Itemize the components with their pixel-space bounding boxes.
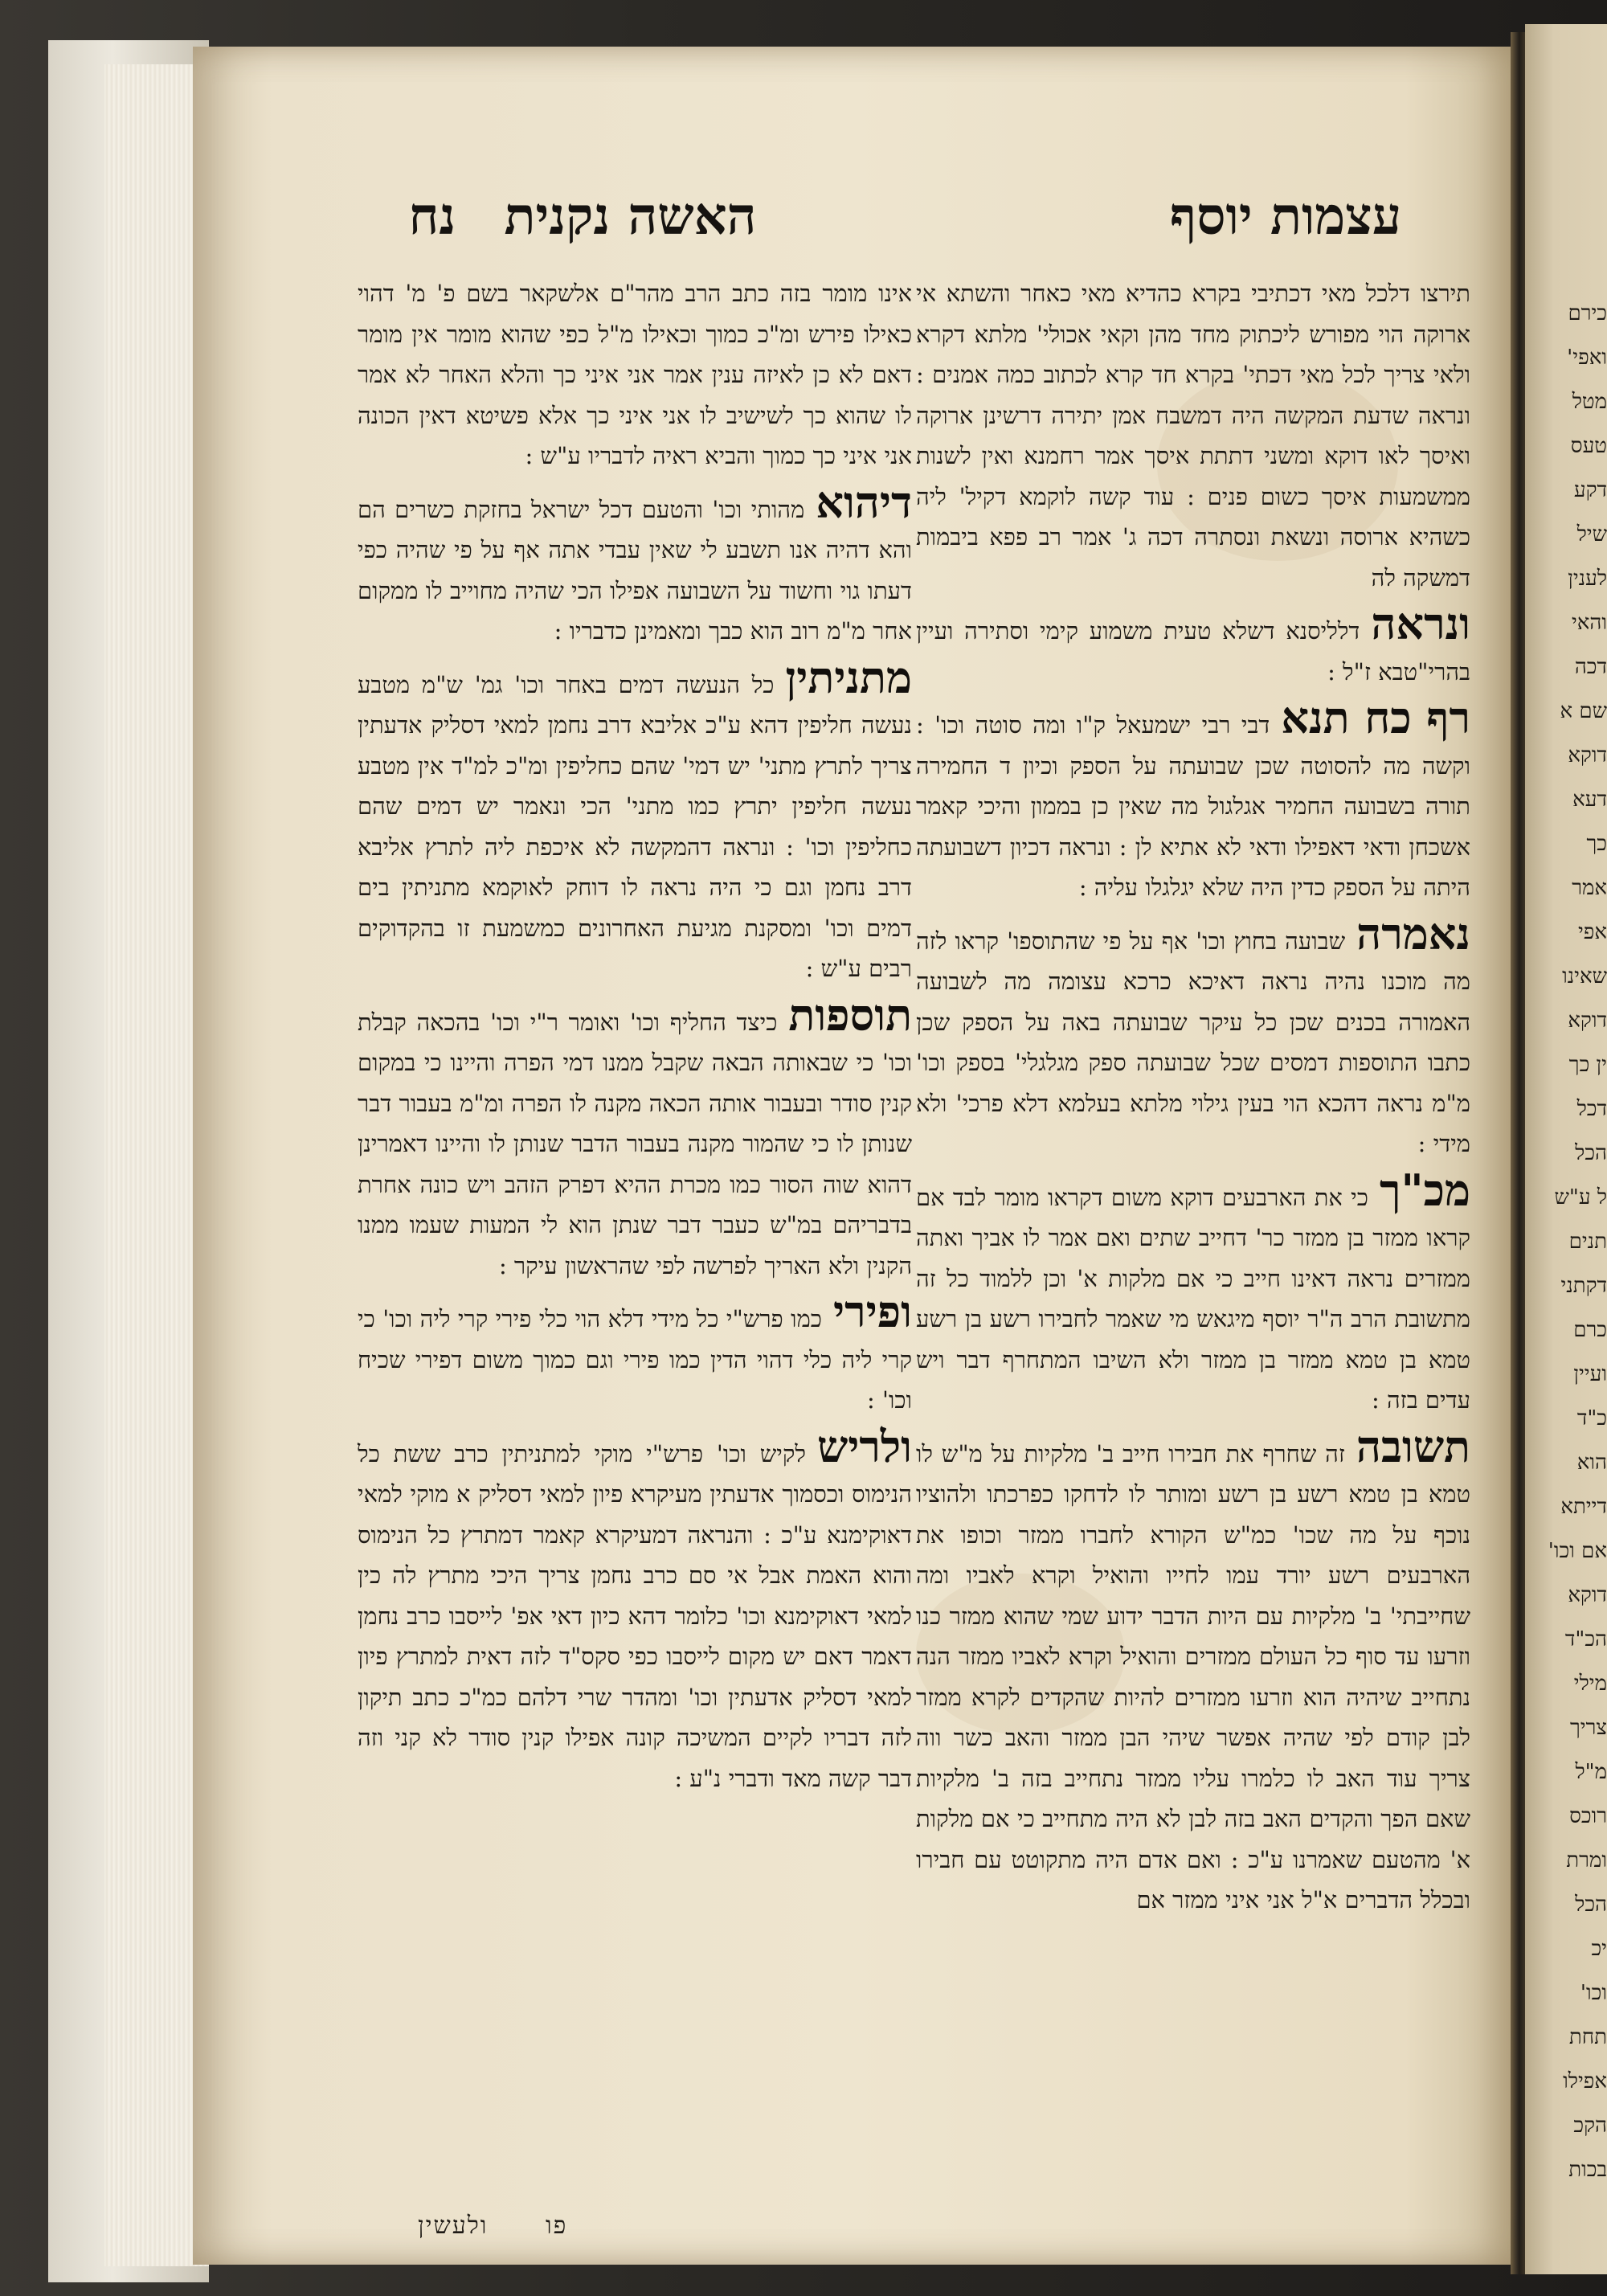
running-head-right bbox=[1077, 186, 1495, 259]
adjacent-page-text-fragment: דעא bbox=[1572, 788, 1607, 812]
adjacent-page-text-fragment: הכ"ד bbox=[1564, 1627, 1607, 1651]
commentary-paragraph bbox=[916, 1420, 1470, 1921]
adjacent-page-text-fragment: והאי bbox=[1571, 611, 1607, 635]
adjacent-page-text-fragment: הקכ bbox=[1573, 2114, 1607, 2138]
commentary-paragraph bbox=[358, 988, 912, 1287]
page-number: נח bbox=[408, 186, 456, 247]
commentary-paragraph bbox=[358, 1420, 912, 1799]
adjacent-page-text-fragment: דוקא bbox=[1568, 1583, 1607, 1607]
adjacent-page-text-fragment: מילי bbox=[1573, 1672, 1607, 1696]
running-head-title: עצמות יוסף bbox=[1169, 186, 1402, 247]
adjacent-page-text-fragment: כרם bbox=[1573, 1318, 1607, 1342]
adjacent-page-text-fragment: דקתני bbox=[1560, 1274, 1607, 1298]
adjacent-page-text-fragment: ועיין bbox=[1573, 1362, 1607, 1386]
adjacent-page-text-fragment: כ"ד bbox=[1576, 1406, 1607, 1430]
adjacent-page-text-fragment: רוכס bbox=[1569, 1804, 1607, 1828]
paragraph-text: כיצד החליף וכו' ואומר ר"י וכו' בהכאה קבלת וכו' כי שבאותה הבאה שקבל ממנו דמי הפרה והיינו כי במקום קנין סודר ובעבור אותה הכאה מקנה לו הפרה ומ"מ בעבור דבר שנותן לו כי שהמור מקנה בעבור הדבר שנותן לו והיינו דאמרינן דהוא שוה הסור כמו מכרת ההיא דפרק הזהב ויש כונה אחרת בדבריהם במ"ש כעבר דבר שנתן הוא לי המעות שעמו ממנו הקנין ולא האריך לפרשה לפי שהראשון עיקר : bbox=[358, 1008, 912, 1279]
adjacent-page-edge bbox=[1525, 24, 1607, 2274]
lemma-heading: תוספות bbox=[788, 988, 912, 1041]
adjacent-page-text-fragment: ואפי' bbox=[1567, 346, 1607, 370]
lemma-heading: תשובה bbox=[1356, 1420, 1470, 1472]
lemma-heading: רף כח תנא bbox=[1281, 692, 1470, 743]
catchword: ולעשין bbox=[418, 2212, 489, 2240]
adjacent-page-text-fragment: אפילו bbox=[1563, 2069, 1607, 2093]
adjacent-page-text-fragment: דוקא bbox=[1568, 1009, 1607, 1033]
running-head-left bbox=[378, 186, 787, 259]
adjacent-page-text-fragment: אמר bbox=[1572, 876, 1607, 900]
paragraph-text: לקיש וכו' פרש"י מוקי למתניתין כרב ששת כל הנימוס וכסמוך אדעתין מעיקרא פיון למאי דסליק א מוקי למאי דאוקימנא ע"כ : והנראה דמעיקרא קאמר דמתרץ כל הנימוס והוא האמת אבל אי סם כרב נחמן צריך היכי מתרץ לה כין למאי דאוקימנא וכו' כלומר דהא כיון דאי אפ' לייסבו כרב נחמן דאמר דאם יש מקום לייסבו כפי סקס"ד לזה דאית למתרץ פיון למאי דסליק אדעתין וכו' ומהדר שרי דלהם כמ"כ כתב תיקון לזה דבריו לקיים המשיכה קונה אפילו קנין סודר לא קני וזה דבר קשה מאד ודברי נ"ע : bbox=[358, 1439, 912, 1792]
adjacent-page-text-fragment: דקע bbox=[1573, 478, 1607, 502]
adjacent-page-text-fragment: יכ bbox=[1591, 1937, 1607, 1961]
paragraph-text: זה שחרף את חבירו חייב ב' מלקיות על מ"ש לו טמא בן טמא רשע בן רשע ומותר לו לדחקו כפרכתו ולהוציו נוכף על מה שכו' כמ"ש הקורא לחברו ממזר וכופו את הארבעים רשע יורד עמו לחייו והואיל וקרא לאביו ומה שחייבתי' ב' מלקיות עם היות הדבר ידוע שמי שהוא ממזר כנו וזרעו עד סוף כל העולם ממזרים והואיל וקרא לאביו ממזר הנה נתחייב שיהיה הוא וזרעו ממזרים להיות שהקדים לקרא ממזר לבן קודם לפי שהיה אפשר שיהי הבן ממזר והאב כשר ווה צריך עוד האב לו כלמרו עליו ממזר נתחייב בזה ב' מלקיות שאם הפך והקדים האב בזה לבן לא היה מתחייב כי אם מלקות א' מהטעם שאמרנו ע"כ : ואם אדם היה מתקוטט עם חבירו ובכלל הדברים א"ל אני איני ממזר אם bbox=[916, 1439, 1470, 1913]
adjacent-page-text-fragment: ין כך bbox=[1568, 1053, 1607, 1077]
adjacent-page-text-fragment: ל ע"ש bbox=[1554, 1185, 1607, 1209]
commentary-paragraph bbox=[916, 1164, 1470, 1421]
adjacent-page-text-fragment: הוא bbox=[1576, 1451, 1607, 1475]
commentary-paragraph bbox=[358, 1286, 912, 1421]
paragraph-text: תירצו דלכל מאי דכתיבי בקרא כהדיא מאי כאחר והשתא אי ארוקה הוי מפורש ליכתוק מחד מהן וקאי אכולי' מלתא דקרא ולאי צריך לכל מאי דכתי' בקרא חד קרא לכתוב כמה אמנים : ונראה שדעת המקשה היה דמשבח אמן יתירה דרשינן ארוקה ואיסך לאו דוקא ומשני דתתת איסך אמר רחמנא ואין לשנות ממשמעות איסך כשום פנים : עוד קשה לוקמא דקיל' ליה כשהיא ארוסה ונשאת ונסתרה דכה ג' אמר רב פפא ביבמות דמשקה לה bbox=[916, 280, 1470, 591]
adjacent-page-text-fragment: וכו' bbox=[1580, 1981, 1607, 2005]
adjacent-page-text-fragment: כך bbox=[1586, 832, 1607, 856]
adjacent-page-text-fragment: שיל bbox=[1576, 522, 1607, 546]
commentary-paragraph bbox=[358, 651, 912, 989]
commentary-paragraph bbox=[916, 692, 1470, 908]
lemma-heading: דיהוא bbox=[816, 476, 912, 528]
adjacent-page-text-fragment: דוקא bbox=[1568, 743, 1607, 767]
catchword-line bbox=[418, 2212, 852, 2240]
running-head-title: האשה נקנית bbox=[504, 186, 757, 247]
adjacent-page-text-fragment: דכה bbox=[1574, 655, 1607, 679]
commentary-paragraph bbox=[916, 907, 1470, 1164]
adjacent-page-text-fragment: צריך bbox=[1570, 1716, 1607, 1740]
commentary-paragraph bbox=[916, 273, 1470, 598]
adjacent-page-text-fragment: תנים bbox=[1568, 1230, 1607, 1254]
adjacent-page-text-fragment: דייתא bbox=[1560, 1495, 1607, 1519]
adjacent-page-text-fragment: מטל bbox=[1572, 390, 1607, 414]
adjacent-page-text-fragment: דכל bbox=[1576, 1097, 1607, 1121]
paragraph-text: דלליסנא דשלא טעית משמוע קימי וסתירה ועיין בהרי"טבא ז"ל : bbox=[916, 617, 1470, 686]
paragraph-text: אינו מומר בזה כתב הרב מהר"ם אלשקאר בשם פ' מ' דהוי כאילו פירש ומ"כ כמוך וכאילו מ"ל כפי שהוא מומר אין מומר דאם לא כן לאיזה ענין אמר אני איני כך והלא האחר לא אמר לו שהוא כך לשישיב לו אני איני כך אלא פשיטא דאין הכונה אני איני כך כמוך והביא ראיה לדבריו ע"ש : bbox=[358, 280, 912, 469]
paragraph-text: מהותי וכו' והטעם דכל ישראל בחזקת כשרים הם והא דהיה אנו תשבע לי שאין עבדי אתה אף על פי שהיה כפי דעתו גוי וחשוד על השבועה אפילו הכי שהיה מחוייב לו ממקום אחר מ"מ רוב הוא כבך ומאמינן כדבריו : bbox=[358, 495, 912, 645]
adjacent-page-text-fragment: תחת bbox=[1568, 2025, 1607, 2049]
text-column-right bbox=[916, 273, 1470, 2202]
paragraph-text: כי את הארבעים דוקא משום דקראו מומר לבד אם קראו ממזר בן ממזר כר' דחייב שתים ואם אמר לו אביך ואתה ממזרים נראה דאינו חייב כי אם מלקות א' וכן ללמוד כל זה מתשובת הרב ה"ר יוסף מיגאש מי שאמר לחבירו רשע בן רשע טמא בן טמא ממזר בן ממזר ולא השיבו המתחרף דבר ויש עדים בזה : bbox=[916, 1183, 1470, 1414]
commentary-paragraph bbox=[358, 476, 912, 652]
paragraph-text: שבועה בחוץ וכו' אף על פי שהתוספו' קראו לזה מה מוכנו נהיה נראה דאיכא כרכא עצומה מה לשבועה האמורה בכנים שכן כל עיקר שבועתה באה על הספק שכן כתבו התוספות דמסים שכל שבועתה ספק מגלגלי' בספק וכו' מ"מ נראה דהכא הוי בעין גילוי מלתא בעלמא דלא פרכי' ולא מידי : bbox=[916, 927, 1470, 1157]
adjacent-page-text-fragment: כירם bbox=[1568, 301, 1607, 325]
adjacent-page-text-fragment: אם וכו' bbox=[1548, 1539, 1607, 1563]
book-gutter bbox=[1511, 32, 1525, 2274]
adjacent-page-text-fragment: לענין bbox=[1568, 567, 1607, 591]
adjacent-page-text-fragment: אפי bbox=[1577, 920, 1607, 944]
adjacent-page-text-fragment: מ"ל bbox=[1575, 1760, 1607, 1784]
lemma-heading: נאמרה bbox=[1356, 907, 1470, 960]
adjacent-page-text-fragment: שם א bbox=[1560, 699, 1607, 723]
adjacent-page-text-fragment: ומרת bbox=[1566, 1848, 1607, 1872]
signature-mark: פו bbox=[546, 2212, 568, 2240]
lemma-heading: ולריש bbox=[817, 1420, 912, 1472]
lemma-heading: ונראה bbox=[1371, 598, 1470, 649]
paragraph-text: כמו פרש"י כל מידי דלא הוי כלי פירי קרי ליה וכו' כי קרי ליה כלי דהוי הדין כמו פירי וגם כמוך משום דפירי שכיח וכו' : bbox=[358, 1305, 912, 1414]
adjacent-page-text-fragment: בכות bbox=[1568, 2158, 1607, 2182]
adjacent-page-text-fragment: שאינו bbox=[1562, 964, 1607, 988]
adjacent-page-text-fragment: הכל bbox=[1575, 1141, 1607, 1165]
adjacent-page-text-fragment: טעס bbox=[1570, 434, 1607, 458]
lemma-heading: ופירי bbox=[832, 1286, 912, 1337]
commentary-paragraph bbox=[358, 273, 912, 477]
paragraph-text: כל הנעשה דמים באחר וכו' גמ' ש"מ מטבע נעשה חליפין דהא ע"כ אליבא דרב נחמן למאי דסליק אדעתין צריך לתרץ מתני' יש דמי' שהם כחליפין ומ"כ למ"ד אין מטבע נעשה חליפין יתרץ כמו מתני' הכי ונאמר יש דמים שהם כחליפין וכו' : ונראה דהמקשה לא איכפת ליה לתרץ אליבא דרב נחמן וגם כי היה נראה לו דוחק לאוקמא מתניתין בים דמים וכו' ומסקנת מגיעת האחרונים כמשמעת זו בהקדוקים רבים ע"ש : bbox=[358, 670, 912, 982]
lemma-heading: מכ"ך bbox=[1379, 1164, 1470, 1216]
adjacent-page-text-fragment: הכל bbox=[1575, 1893, 1607, 1917]
commentary-paragraph bbox=[916, 598, 1470, 692]
text-column-left bbox=[358, 273, 912, 2202]
lemma-heading: מתניתין bbox=[785, 651, 912, 703]
paragraph-text: דבי רבי ישמעאל ק"ו ומה סוטה וכו' : וקשה מה להסוטה שכן שבועתה על הספק וכיון ד החמירה תורה בשבועה החמיר אגלגול מה שאין כן בממון והיכי קאמר אשכחן ודאי דאפילו ודאי לא אתיא לן : ונראה דכיון דשבועתה היתה על הספק כדין היה שלא יגלגלו עליה : bbox=[916, 711, 1470, 901]
